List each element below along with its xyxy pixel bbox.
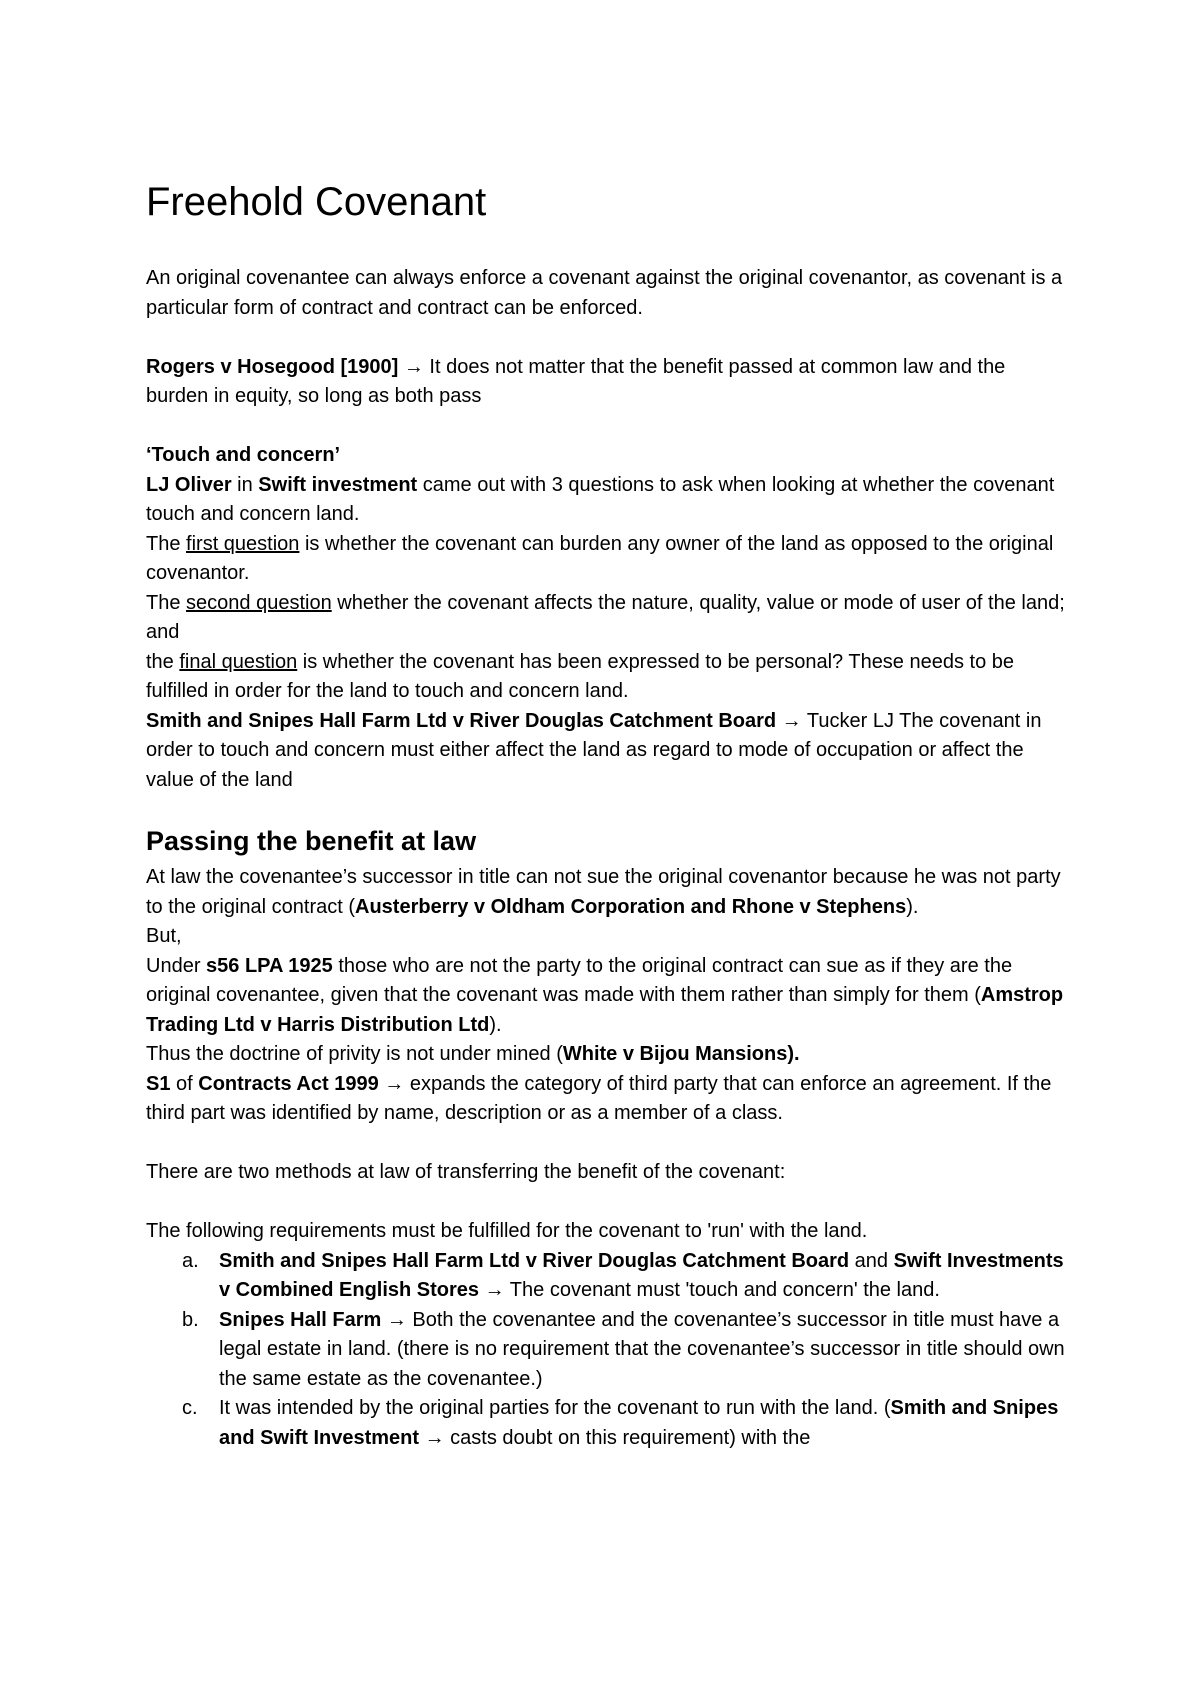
statute-citation: Contracts Act 1999 xyxy=(198,1072,379,1095)
paragraph-text: of xyxy=(170,1072,199,1095)
paragraph-text: Under xyxy=(146,954,207,977)
but-paragraph: But, xyxy=(146,925,182,947)
paragraph-text: came out with 3 questions to ask when looking at whether the covenant touch and concern land. xyxy=(146,473,1055,525)
touch-concern-heading-text: ‘Touch and concern’ xyxy=(146,444,341,466)
case-citation: Swift investment xyxy=(258,473,418,496)
paragraph-text: → It does not matter that the benefit passed at common law and the burden in equity, so long as both pass xyxy=(146,355,1006,407)
requirements-intro-paragraph: The following requirements must be fulfilled for the covenant to 'run' with the land. xyxy=(146,1220,868,1242)
list-marker: a. xyxy=(182,1249,199,1272)
methods-paragraph: There are two methods at law of transferring the benefit of the covenant: xyxy=(146,1161,786,1183)
case-citation: Austerberry v Oldham Corporation and Rhone v Stephens xyxy=(355,895,907,918)
section-heading-passing-benefit: Passing the benefit at law xyxy=(146,826,477,856)
contracts-act-paragraph xyxy=(146,1070,1071,1129)
page-title: Freehold Covenant xyxy=(146,180,487,224)
paragraph-text: The xyxy=(146,591,187,614)
paragraph-text: is whether the covenant can burden any owner of the land as opposed to the original covenantor. xyxy=(146,532,1054,584)
smith-snipes-paragraph xyxy=(146,707,1071,796)
case-citation: Amstrop Trading Ltd v Harris Distribution Ltd xyxy=(146,984,1064,1036)
paragraph-text: → Both the covenantee and the covenantee’s successor in title must have a legal estate in land. (there is no requirement that the covenantee’s successor in title should own the same estate as the covenantee.) xyxy=(219,1308,1065,1390)
paragraph-text: The xyxy=(146,532,187,555)
paragraph-text: It was intended by the original parties for the covenant to run with the land. ( xyxy=(219,1397,891,1419)
second-question-paragraph xyxy=(146,589,1071,648)
paragraph-text: those who are not the party to the original contract can sue as if they are the original covenantee, given that the covenant was made with them rather than simply for them ( xyxy=(146,954,1013,1006)
case-citation: Smith and Snipes and Swift Investment xyxy=(219,1397,1059,1449)
statute-section: S1 xyxy=(146,1072,171,1095)
case-citation: Smith and Snipes Hall Farm Ltd v River Douglas Catchment Board xyxy=(219,1249,850,1272)
underlined-term: second question xyxy=(186,591,332,614)
paragraph-text: ). xyxy=(489,1013,502,1036)
paragraph-text: → Tucker LJ The covenant in order to touch and concern must either affect the land as regard to mode of occupation or affect the value of the land xyxy=(146,709,1042,791)
paragraph-text: → casts doubt on this requirement) with the xyxy=(419,1426,811,1449)
paragraph-text: → expands the category of third party that can enforce an agreement. If the third part was identified by name, description or as a member of a class. xyxy=(146,1072,1052,1124)
document-content xyxy=(146,178,1071,1453)
list-marker: b. xyxy=(182,1308,199,1331)
case-citation: Swift Investments v Combined English Stores xyxy=(219,1249,1064,1301)
paragraph-text: in xyxy=(231,473,259,496)
case-citation: White v Bijou Mansions). xyxy=(562,1043,800,1065)
paragraph-text: and xyxy=(849,1249,894,1272)
paragraph-text: At law the covenantee’s successor in title can not sue the original covenantor because he was not party to the original contract ( xyxy=(146,866,1061,918)
paragraph-text: whether the covenant affects the nature, quality, value or mode of user of the land; and xyxy=(146,591,1065,643)
statute-citation: s56 LPA 1925 xyxy=(206,954,333,977)
requirements-list xyxy=(146,1247,1071,1454)
list-marker: c. xyxy=(182,1397,198,1419)
final-question-paragraph xyxy=(146,648,1071,707)
paragraph-text: ). xyxy=(906,895,919,918)
paragraph-text: → The covenant must 'touch and concern' the land. xyxy=(479,1279,940,1301)
austerberry-paragraph xyxy=(146,863,1071,922)
list-item xyxy=(182,1306,1071,1395)
touch-concern-heading xyxy=(146,441,1071,471)
underlined-term: first question xyxy=(186,532,300,555)
s56-paragraph xyxy=(146,952,1071,1041)
underlined-term: final question xyxy=(179,650,298,673)
list-item xyxy=(182,1394,1071,1453)
intro-paragraph: An original covenantee can always enforce a covenant against the original covenantor, as covenant is a particular form of contract and contract can be enforced. xyxy=(146,267,1063,319)
paragraph-text: is whether the covenant has been expressed to be personal? These needs to be fulfilled in order for the land to touch and concern land. xyxy=(146,650,1015,702)
list-item xyxy=(182,1247,1071,1306)
case-citation: Rogers v Hosegood [1900] xyxy=(146,355,399,378)
judge-name: LJ Oliver xyxy=(146,473,232,496)
oliver-paragraph xyxy=(146,471,1071,530)
case-citation: Smith and Snipes Hall Farm Ltd v River Douglas Catchment Board xyxy=(146,709,777,732)
paragraph-text: the xyxy=(146,650,180,673)
first-question-paragraph xyxy=(146,530,1071,589)
case-citation: Snipes Hall Farm xyxy=(219,1308,382,1331)
rogers-paragraph xyxy=(146,353,1071,412)
privity-paragraph xyxy=(146,1040,1071,1070)
paragraph-text: Thus the doctrine of privity is not under mined ( xyxy=(146,1043,563,1065)
